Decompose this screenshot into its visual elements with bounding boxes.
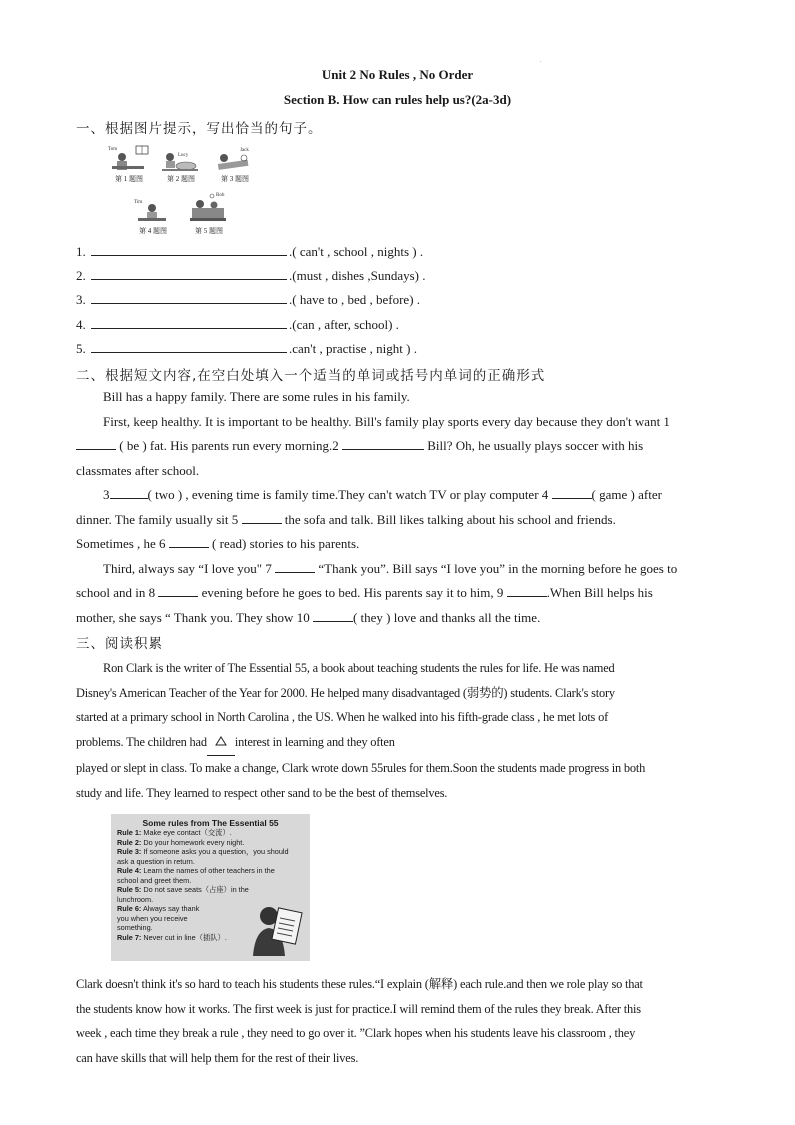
blank-8[interactable] [158,585,198,597]
s3-line-3: started at a primary school in North Carolina , the US. When he walked into his fifth-grade class , he met lots of [76,710,609,724]
svg-text:Jack: Jack [240,148,249,153]
blank-9[interactable] [507,585,547,597]
q1-line [76,243,423,260]
picture-4 [130,196,176,236]
q4-answer-blank[interactable] [91,316,287,329]
picture-4-illustration [130,196,174,226]
rule-item: Rule 7: Never cut in line（插队）. [117,932,227,942]
q2-number: 2. [76,268,86,283]
blank-4[interactable] [552,487,592,499]
q4-line [76,316,399,333]
picture-1-illustration [106,144,150,174]
page-title: Unit 2 No Rules , No Order [321,67,474,82]
section1-heading: 一、根据图片提示，写出恰当的句子。 [76,121,323,137]
q5-hint: .can't , practise , night ) . [289,341,417,356]
rule-item: Rule 4: Learn the names of other teachers in the school and greet them. [117,866,275,885]
q5-line [76,340,417,357]
q3-number: 3. [76,292,86,307]
section3-heading: 三、阅读积累 [76,636,163,652]
page-subtitle: Section B. How can rules help us?(2a-3d) [283,92,512,107]
section3-passage-2 [76,972,720,1070]
s3-line-1: Ron Clark is the writer of The Essential 55, a book about teaching students the rules for life. He was named [103,661,615,675]
q1-hint: .( can't , school , nights ) . [289,244,424,259]
picture-prompts [100,140,280,240]
s3-para2-line-4: can have skills that will help them for the rest of their lives. [76,1050,359,1065]
q3-answer-blank[interactable] [91,291,287,304]
q2-answer-blank[interactable] [91,267,287,280]
picture-3 [212,144,258,184]
s2-paragraph-2: First, keep healthy. It is important to be healthy. Bill's family play sports every day because they don't want 1 [103,413,670,429]
rule-item: Rule 1: Make eye contact（交流）. [117,828,232,837]
q1-answer-blank[interactable] [91,243,287,256]
rules-figure [111,814,310,961]
s2-paragraph-3-cont: dinner. The family usually sit 5 the sofa and talk. Bill likes talking about his school and friends. [76,511,616,527]
rules-figure-title: Some rules from The Essential 55 [142,818,279,828]
q5-answer-blank[interactable] [91,340,287,353]
s3-line-2: Disney's American Teacher of the Year for 2000. He helped many disadvantaged (弱势的) students. Clark's story [76,685,615,700]
picture-3-caption: 第 3 题图 [221,175,249,183]
blank-7[interactable] [275,561,315,573]
picture-1-caption: 第 1 题图 [115,175,143,183]
blank-3[interactable] [110,487,148,499]
picture-5-illustration [186,190,230,226]
picture-1 [106,144,152,184]
s3-para2-line-2: the students know how it works. The first week is just for practice.I will remind them of the rules they break. After this [76,1001,641,1016]
s2-paragraph-3-end: Sometimes , he 6 ( read) stories to his parents. [76,536,360,551]
q3-line [76,291,420,308]
s2-paragraph-4-cont: school and in 8 evening before he goes to bed. His parents say it to him, 9 .When Bill helps his [76,585,653,600]
blank-5[interactable] [242,512,282,524]
picture-5-caption: 第 5 题图 [195,227,223,235]
s2-paragraph-3: 3 ( two ) , evening time is family time.They can't watch TV or play computer 4 ( game ) after [103,487,662,502]
q5-number: 5. [76,341,86,356]
triangle-blank[interactable] [207,731,235,757]
s3-line-4: problems. The children had interest in learning and they often [76,730,720,757]
s2-paragraph-1: Bill has a happy family. There are some rules in his family. [103,389,410,404]
blank-1[interactable] [76,438,116,450]
s2-paragraph-2-end: classmates after school. [76,462,200,478]
teacher-illustration-icon [249,900,307,958]
s3-para2-line-3: week , each time they break a rule , they need to go over it. ”Clark hopes when his students leave his classroom , they [76,1026,636,1040]
s3-para2-line-1: Clark doesn't think it's so hard to teach his students these rules.“I explain (解释) each rule.and then we role play so that [76,977,643,991]
q3-hint: .( have to , bed , before) . [289,292,421,307]
picture-4-caption: 第 4 题图 [139,227,167,235]
triangle-icon [215,736,227,746]
picture-5 [186,190,232,236]
q2-hint: .(must , dishes ,Sundays) . [289,268,426,283]
svg-text:Bob: Bob [216,193,225,198]
s2-paragraph-4-end: mother, she says “ Thank you. They show 10 ( they ) love and thanks all the time. [76,609,541,625]
svg-text:Lucy: Lucy [178,153,189,158]
blank-6[interactable] [169,536,209,548]
picture-2-illustration [158,144,202,174]
rule-item: Rule 6: Always say thank you when you receive something. [117,904,200,932]
q4-hint: .(can , after, school) . [289,317,399,332]
section2-heading: 二、根据短文内容,在空白处填入一个适当的单词或括号内单词的正确形式 [76,368,546,384]
picture-2-caption: 第 2 题图 [167,175,195,183]
q1-number: 1. [76,244,86,259]
q4-number: 4. [76,317,86,332]
blank-2[interactable] [342,438,424,450]
q2-line [76,267,426,284]
svg-text:Tim: Tim [134,200,143,205]
s3-line-5: played or slept in class. To make a change, Clark wrote down 55rules for them.Soon the students made progress in both [76,761,646,775]
section3-passage-1 [76,656,720,805]
s2-paragraph-4: Third, always say “I love you" 7 “Thank you”. Bill says “I love you” in the morning before he goes to [103,560,678,576]
s2-paragraph-2-cont: ( be ) fat. His parents run every morning.2 Bill? Oh, he usually plays soccer with his [76,434,720,459]
s3-line-6: study and life. They learned to respect other sand to be the best of themselves. [76,785,448,800]
picture-3-illustration [212,144,256,174]
rule-item: Rule 3: If someone asks you a question，you should ask a question in return. [117,847,289,866]
rule-item: Rule 2: Do your homework every night. [117,837,245,847]
rule-item: Rule 5: Do not save seats（占座）in the lunchroom. [117,885,249,904]
blank-10[interactable] [313,610,353,622]
picture-2 [158,144,204,184]
svg-text:Tom: Tom [108,147,118,152]
section2-passage [76,385,720,630]
page-mark: . [540,58,542,64]
